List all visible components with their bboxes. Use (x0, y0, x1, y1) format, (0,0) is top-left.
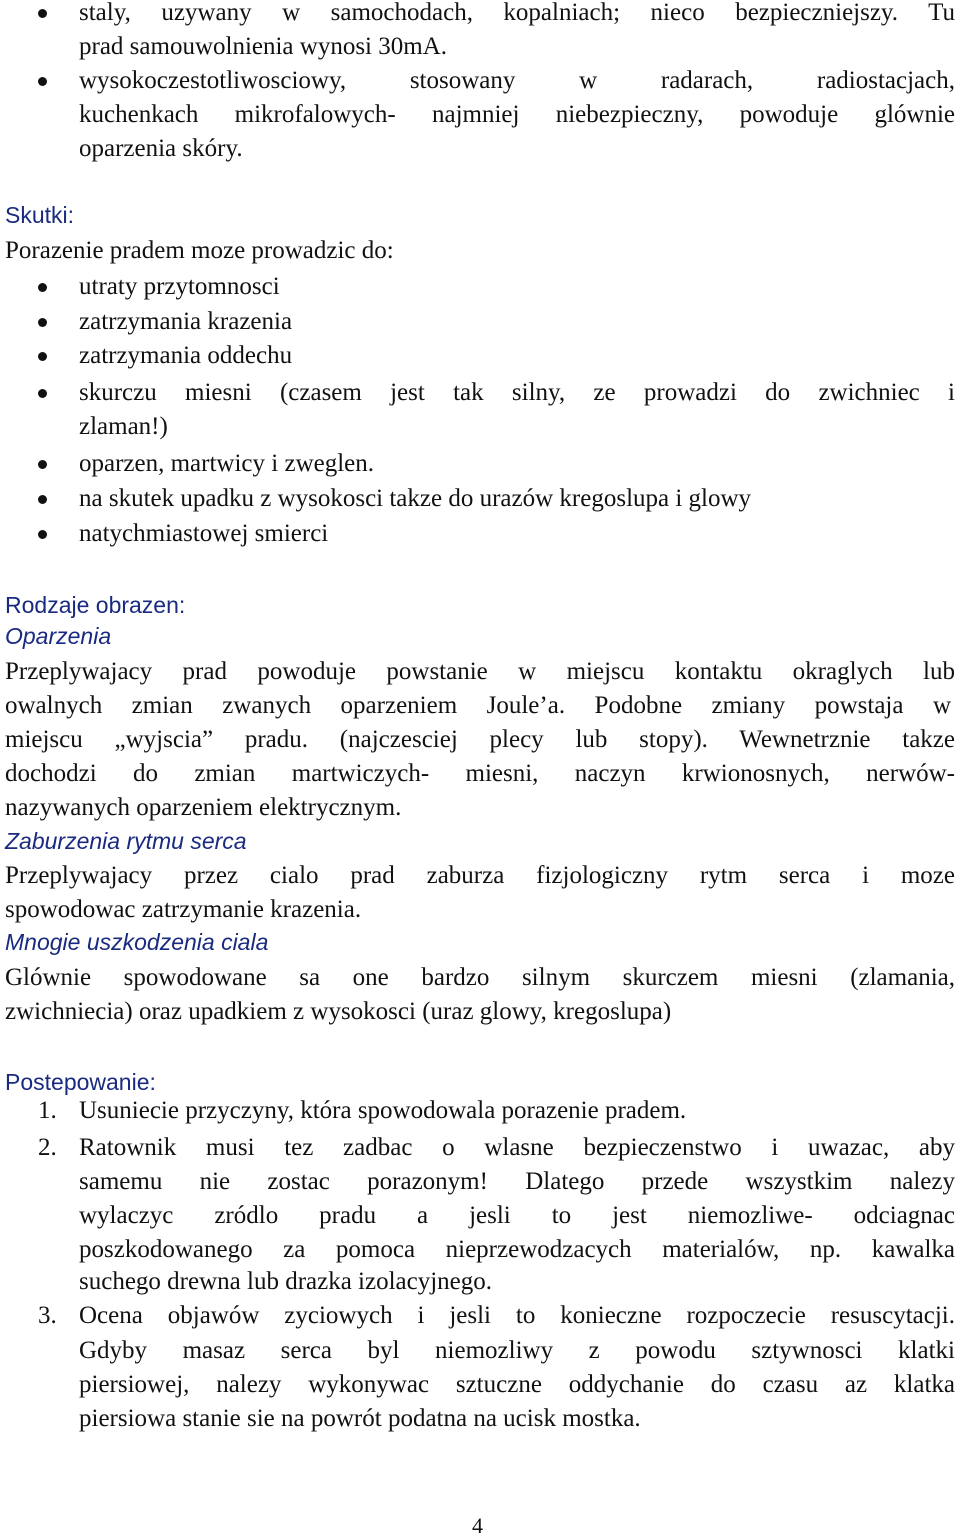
skutki-item: natychmiastowej smierci (79, 520, 329, 547)
zaburzenia-title: Zaburzenia rytmu serca (5, 828, 247, 854)
mnogie-line: Glównie spowodowane sa one bardzo silnym skurczem miesni (zlamania, (5, 964, 955, 991)
zaburzenia-line: spowodowac zatrzymanie krazenia. (5, 896, 362, 923)
postepowanie-line: piersiowa stanie sie na powrót podatna na ucisk mostka. (79, 1405, 641, 1432)
oparzenia-line: dochodzi do zmian martwiczych- miesni, naczyn krwionosnych, nerwów- (5, 760, 955, 787)
list-number: 1. (38, 1097, 57, 1124)
skutki-item: utraty przytomnosci (79, 273, 280, 300)
bullet (38, 495, 47, 504)
postepowanie-line: piersiowej, nalezy wykonywac sztuczne oddychanie do czasu az klatka (79, 1371, 955, 1398)
intro-bullet-1-line-1: staly, uzywany w samochodach, kopalniach; nieco bezpieczniejszy. Tu (79, 0, 955, 26)
postepowanie-line: samemu nie zostac porazonym! Dlatego przede wszystkim nalezy (79, 1168, 955, 1195)
skutki-lead: Porazenie pradem moze prowadzic do: (5, 237, 394, 264)
bullet (38, 460, 47, 469)
oparzenia-line: Przeplywajacy prad powoduje powstanie w miejscu kontaktu okraglych lub (5, 658, 955, 685)
bullet (38, 77, 47, 86)
page-number: 4 (472, 1513, 483, 1538)
postepowanie-heading: Postepowanie: (5, 1069, 156, 1095)
postepowanie-line: Gdyby masaz serca byl niemozliwy z powodu sztywnosci klatki (79, 1337, 955, 1364)
postepowanie-line: poszkodowanego za pomoca nieprzewodzacych materialów, np. kawalka (79, 1236, 955, 1263)
postepowanie-line: Ocena objawów zyciowych i jesli to konieczne rozpoczecie resuscytacji. (79, 1302, 955, 1329)
bullet (38, 283, 47, 292)
intro-bullet-2-line-2: kuchenkach mikrofalowych- najmniej niebezpieczny, powoduje glównie (79, 101, 955, 128)
bullet (38, 389, 47, 398)
skutki-item: oparzen, martwicy i zweglen. (79, 450, 375, 477)
mnogie-title: Mnogie uszkodzenia ciala (5, 929, 269, 955)
bullet (38, 352, 47, 361)
bullet (38, 318, 47, 327)
postepowanie-line: Ratownik musi tez zadbac o wlasne bezpieczenstwo i uwazac, aby (79, 1134, 955, 1161)
oparzenia-line: miejscu „wyjscia” pradu. (najczesciej plecy lub stopy). Wewnetrznie takze (5, 726, 955, 753)
intro-bullet-2-line-1: wysokoczestotliwosciowy, stosowany w radarach, radiostacjach, (79, 67, 955, 94)
skutki-item: skurczu miesni (czasem jest tak silny, ze prowadzi do zwichniec i (79, 379, 955, 406)
postepowanie-line: wylaczyc zródlo pradu a jesli to jest niemozliwe- odciagnac (79, 1202, 955, 1229)
skutki-item: na skutek upadku z wysokosci takze do urazów kregoslupa i glowy (79, 485, 752, 512)
intro-bullet-2-line-3: oparzenia skóry. (79, 135, 243, 162)
oparzenia-line: owalnych zmian zwanych oparzeniem Joule’a. Podobne zmiany powstaja w (5, 692, 951, 719)
oparzenia-title: Oparzenia (5, 623, 112, 649)
list-number: 3. (38, 1302, 57, 1329)
bullet (38, 9, 47, 18)
oparzenia-line: nazywanych oparzeniem elektrycznym. (5, 794, 402, 821)
postepowanie-line: suchego drewna lub drazka izolacyjnego. (79, 1268, 493, 1295)
bullet (38, 530, 47, 539)
postepowanie-line: Usuniecie przyczyny, która spowodowala porazenie pradem. (79, 1097, 687, 1124)
skutki-item: zatrzymania krazenia (79, 308, 293, 335)
skutki-heading: Skutki: (5, 202, 75, 228)
rodzaje-heading: Rodzaje obrazen: (5, 592, 186, 618)
mnogie-line: zwichniecia) oraz upadkiem z wysokosci (uraz glowy, kregoslupa) (5, 998, 672, 1025)
zaburzenia-line: Przeplywajacy przez cialo prad zaburza fizjologiczny rytm serca i moze (5, 862, 955, 889)
intro-bullet-1-line-2: prad samouwolnienia wynosi 30mA. (79, 33, 448, 60)
skutki-item: zatrzymania oddechu (79, 342, 293, 369)
list-number: 2. (38, 1134, 57, 1161)
skutki-item-cont: zlaman!) (79, 413, 168, 440)
